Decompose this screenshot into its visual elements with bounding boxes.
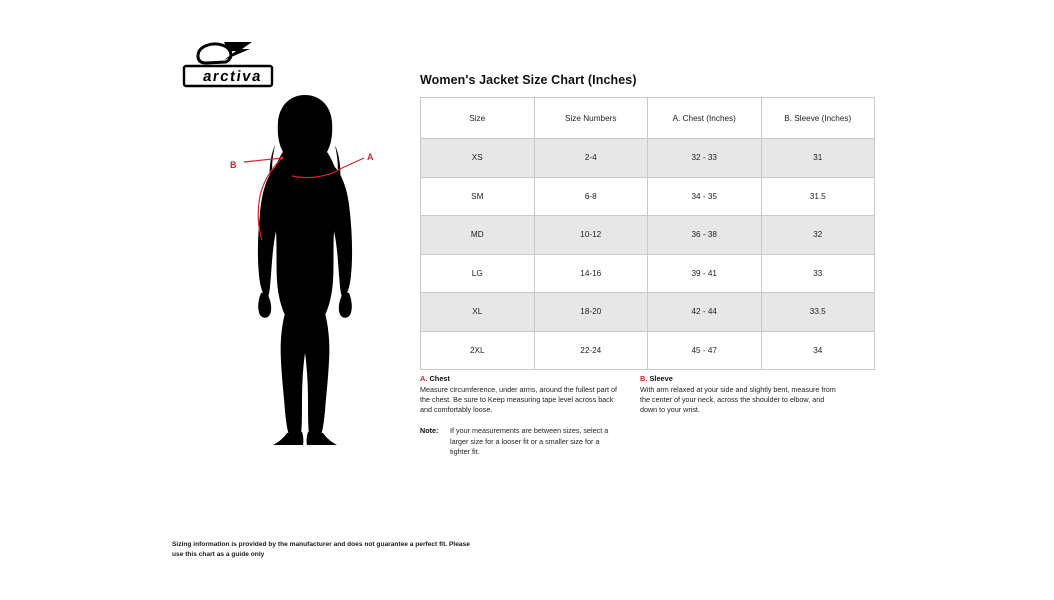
note-chest-heading <box>420 374 620 383</box>
note-general-lead: Note: <box>420 426 439 436</box>
table-row <box>421 216 875 255</box>
size-chart-table <box>420 97 875 370</box>
cell-chest: 39 - 41 <box>648 254 762 293</box>
cell-size-numbers: 22-24 <box>534 331 648 370</box>
note-chest-letter: A. <box>420 374 428 383</box>
note-general <box>420 426 620 457</box>
cell-sleeve: 31 <box>761 139 875 178</box>
cell-size-numbers: 2-4 <box>534 139 648 178</box>
callout-label-b: B <box>230 160 237 170</box>
note-chest-body: Measure circumference, under arms, around the fullest part of the chest. Be sure to Keep measuring tape level across back and comfortably loose. <box>420 384 617 415</box>
table-row <box>421 139 875 178</box>
cell-size: 2XL <box>421 331 535 370</box>
cell-size-numbers: 14-16 <box>534 254 648 293</box>
table-row <box>421 331 875 370</box>
female-body-silhouette <box>215 95 395 445</box>
cell-sleeve: 31.5 <box>761 177 875 216</box>
cell-chest: 42 - 44 <box>648 293 762 332</box>
note-sleeve <box>640 374 840 415</box>
body-silhouette-icon <box>215 95 395 445</box>
table-header-row <box>421 98 875 139</box>
cell-sleeve: 32 <box>761 216 875 255</box>
cell-size-numbers: 10-12 <box>534 216 648 255</box>
table-row <box>421 254 875 293</box>
note-sleeve-title: Sleeve <box>649 374 673 383</box>
cell-size: XL <box>421 293 535 332</box>
column-header-size: Size <box>421 98 535 139</box>
cell-sleeve: 34 <box>761 331 875 370</box>
note-chest <box>420 374 620 457</box>
cell-chest: 45 - 47 <box>648 331 762 370</box>
column-header-sleeve: B. Sleeve (Inches) <box>761 98 875 139</box>
cell-sleeve: 33 <box>761 254 875 293</box>
table-row <box>421 177 875 216</box>
note-general-body: If your measurements are between sizes, select a larger size for a looser fit or a smaller size for a tighter fit. <box>450 426 609 456</box>
svg-text:arctiva: arctiva <box>201 68 264 85</box>
brand-logo <box>180 36 275 94</box>
note-sleeve-heading <box>640 374 840 383</box>
arctiva-logo-icon <box>180 36 275 94</box>
column-header-chest: A. Chest (Inches) <box>648 98 762 139</box>
cell-size: MD <box>421 216 535 255</box>
callout-label-a: A <box>367 152 374 162</box>
cell-size: SM <box>421 177 535 216</box>
cell-size: XS <box>421 139 535 178</box>
page-title: Women's Jacket Size Chart (Inches) <box>420 73 637 87</box>
cell-sleeve: 33.5 <box>761 293 875 332</box>
note-sleeve-body: With arm relaxed at your side and slightly bent, measure from the center of your neck, across the shoulder to elbow, and down to your wrist. <box>640 384 836 415</box>
note-sleeve-letter: B. <box>640 374 648 383</box>
column-header-size-numbers: Size Numbers <box>534 98 648 139</box>
cell-size: LG <box>421 254 535 293</box>
cell-chest: 32 - 33 <box>648 139 762 178</box>
cell-size-numbers: 6-8 <box>534 177 648 216</box>
cell-size-numbers: 18-20 <box>534 293 648 332</box>
disclaimer-text: Sizing information is provided by the manufacturer and does not guarantee a perfect fit. Please use this chart as a guide only <box>172 541 470 558</box>
note-chest-title: Chest <box>429 374 451 383</box>
cell-chest: 36 - 38 <box>648 216 762 255</box>
table-row <box>421 293 875 332</box>
cell-chest: 34 - 35 <box>648 177 762 216</box>
